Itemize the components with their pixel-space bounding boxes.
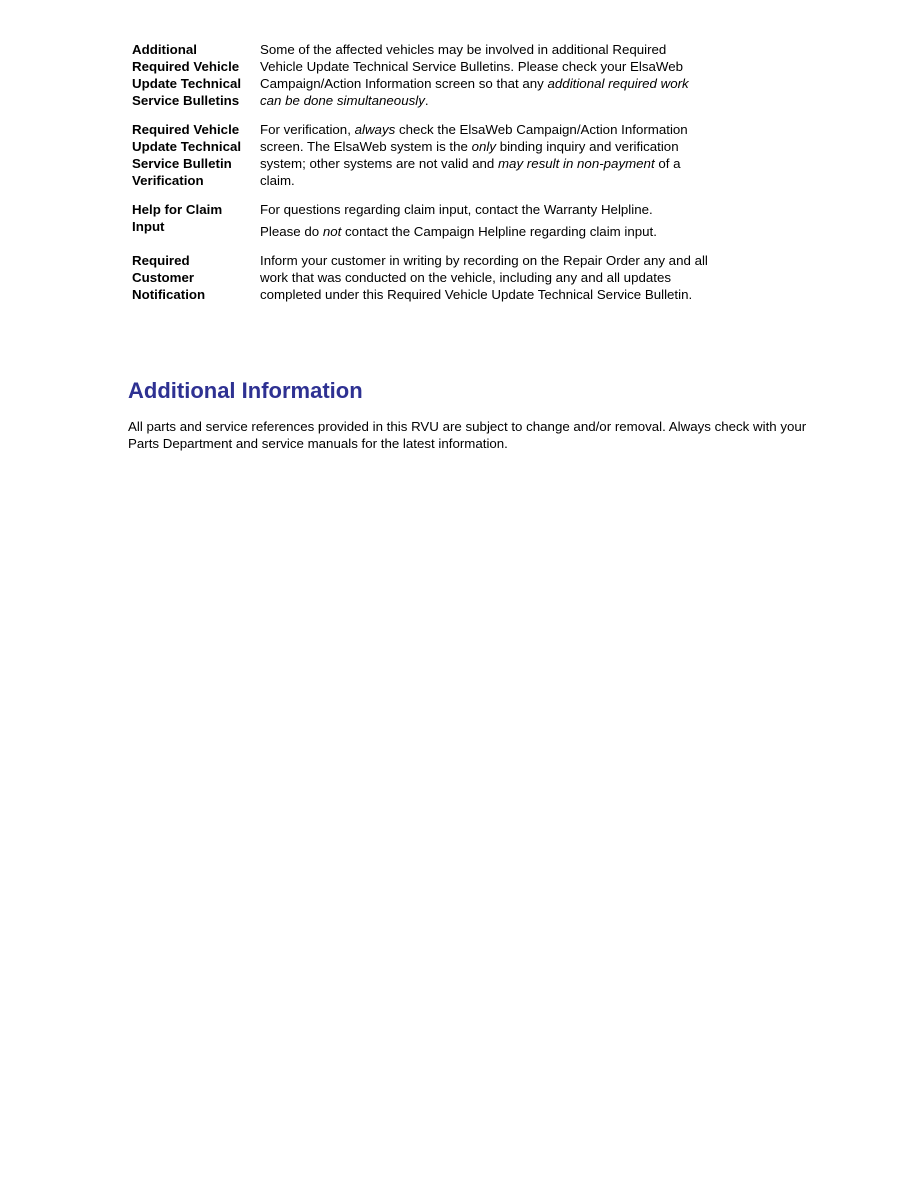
text-segment: For questions regarding claim input, contact the Warranty Helpline. (260, 202, 653, 217)
text-segment: Please do (260, 224, 323, 239)
row-description (260, 121, 712, 189)
row-description (260, 201, 712, 240)
text-segment: contact the Campaign Helpline regarding claim input. (341, 224, 657, 239)
row-label: Required Vehicle Update Technical Service Bulletin Verification (132, 122, 242, 188)
text-segment: check the ElsaWeb Campaign/Action Information screen. The ElsaWeb system is the (260, 122, 688, 154)
info-table (132, 41, 712, 303)
text-segment: Inform your customer in writing by recording on the Repair Order any and all work that was conducted on the vehicle, including any and all updates completed under this Required Vehicle Update Technical Service Bulletin. (260, 253, 708, 302)
row-label: Additional Required Vehicle Update Technical Service Bulletins (132, 42, 242, 108)
row-paragraph (260, 201, 712, 218)
emphasis-text: always (354, 122, 396, 137)
row-label: Help for Claim Input (132, 202, 223, 234)
info-row-verification (132, 121, 712, 189)
info-row-additional-bulletins (132, 41, 712, 109)
row-paragraph (260, 41, 712, 109)
info-row-claim-help (132, 201, 712, 240)
emphasis-text: not (322, 224, 342, 239)
info-row-customer-notification (132, 252, 712, 303)
emphasis-text: may result in non-payment (497, 156, 655, 171)
additional-info-paragraph: All parts and service references provided in this RVU are subject to change and/or removal. Always check with your Parts Department and service manuals for the latest information. (128, 419, 807, 451)
text-segment: binding inquiry and verification system; other systems are not valid and (260, 139, 679, 171)
row-paragraph (260, 252, 712, 303)
row-paragraph (260, 121, 712, 189)
row-paragraph (260, 223, 712, 240)
emphasis-text: only (471, 139, 497, 154)
text-segment: Some of the affected vehicles may be involved in additional Required Vehicle Update Technical Service Bulletins. Please check your ElsaWeb Campaign/Action Information screen so that any (260, 42, 684, 91)
row-label: Required Customer Notification (132, 253, 206, 302)
emphasis-text: additional required work can be done simultaneously (260, 76, 689, 108)
text-segment: . (424, 93, 429, 108)
row-description (260, 41, 712, 109)
row-description (260, 252, 712, 303)
section-heading: Additional Information (128, 378, 363, 403)
text-segment: For verification, (260, 122, 355, 137)
text-segment: of a claim. (260, 156, 681, 188)
